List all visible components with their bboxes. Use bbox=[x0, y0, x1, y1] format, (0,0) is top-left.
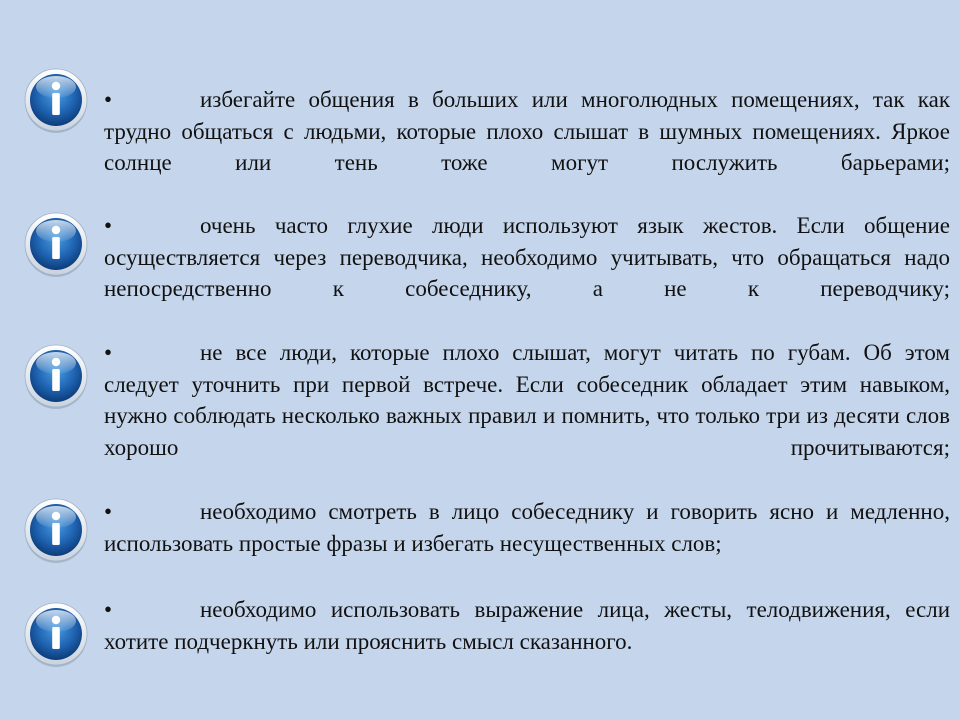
list-item-text bbox=[104, 496, 950, 559]
info-icon bbox=[22, 342, 90, 410]
bullet: • bbox=[104, 597, 113, 622]
item-text: избегайте общения в больших или многолюдных помещениях, так как трудно общаться с людьми, которые плохо слышат в шумных помещениях. Яркое солнце или тень тоже могут послужить барьерами; bbox=[104, 87, 950, 175]
list-item-text bbox=[104, 594, 950, 657]
list-item-text bbox=[104, 210, 950, 305]
bullet: • bbox=[104, 213, 113, 238]
info-icon bbox=[22, 210, 90, 278]
item-text: необходимо смотреть в лицо собеседнику и говорить ясно и медленно, использовать простые фразы и избегать несущественных слов; bbox=[104, 499, 950, 556]
item-text: очень часто глухие люди используют язык жестов. Если общение осуществляется через переводчика, необходимо учитывать, что обращаться надо непосредственно к собеседнику, а не к переводчику; bbox=[104, 213, 950, 301]
info-icon bbox=[22, 66, 90, 134]
bullet: • bbox=[104, 499, 113, 524]
list-item-text bbox=[104, 337, 950, 463]
item-text: необходимо использовать выражение лица, жесты, телодвижения, если хотите подчеркнуть или прояснить смысл сказанного. bbox=[104, 597, 950, 654]
list-item-text bbox=[104, 84, 950, 179]
item-text: не все люди, которые плохо слышат, могут читать по губам. Об этом следует уточнить при первой встрече. Если собеседник обладает этим навыком, нужно соблюдать несколько важных правил и помнить, что только три из десяти слов хорошо прочитываются; bbox=[104, 340, 950, 460]
info-icon bbox=[22, 600, 90, 668]
bullet: • bbox=[104, 87, 113, 112]
bullet: • bbox=[104, 340, 113, 365]
info-icon bbox=[22, 496, 90, 564]
